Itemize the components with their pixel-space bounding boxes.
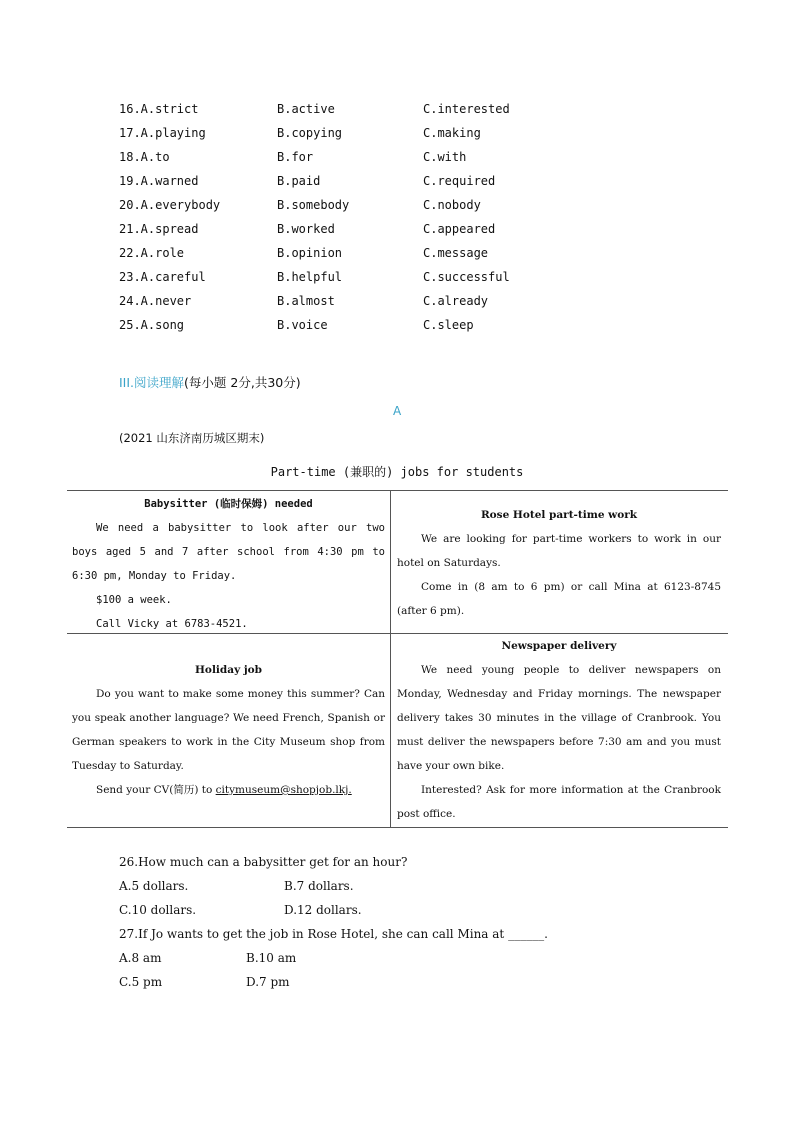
q27-option-a[interactable]: A.8 am bbox=[119, 951, 162, 965]
question-27-options-row1 bbox=[119, 946, 679, 970]
option-b: B.somebody bbox=[277, 198, 350, 212]
option-b: B.for bbox=[277, 150, 314, 164]
hotel-body: We are looking for part-time workers to work in our hotel on Saturdays. bbox=[397, 533, 721, 569]
option-c: C.with bbox=[423, 150, 467, 164]
option-c: C.interested bbox=[423, 102, 510, 116]
section-label: III.阅读理解 bbox=[119, 375, 185, 390]
option-row bbox=[119, 269, 579, 293]
q27-option-c[interactable]: C.5 pm bbox=[119, 975, 163, 989]
option-c: C.required bbox=[423, 174, 496, 188]
option-a: 19.A.warned bbox=[119, 174, 199, 188]
option-b: B.almost bbox=[277, 294, 335, 308]
newspaper-contact: Interested? Ask for more information at the Cranbrook post office. bbox=[397, 784, 721, 820]
option-a: 21.A.spread bbox=[119, 222, 199, 236]
option-b: B.voice bbox=[277, 318, 328, 332]
babysitter-body: We need a babysitter to look after our two boys aged 5 and 7 after school from 4:30 pm to 6:30 pm, Monday to Friday. bbox=[72, 522, 385, 582]
option-a: 22.A.role bbox=[119, 246, 185, 260]
option-b: B.helpful bbox=[277, 270, 343, 284]
q27-option-b[interactable]: B.10 am bbox=[246, 951, 297, 965]
newspaper-title: Newspaper delivery bbox=[501, 640, 617, 652]
option-c: C.successful bbox=[423, 270, 510, 284]
option-a: 25.A.song bbox=[119, 318, 185, 332]
q26-option-d[interactable]: D.12 dollars. bbox=[284, 903, 362, 917]
hotel-title: Rose Hotel part-time work bbox=[480, 509, 638, 521]
q26-option-b[interactable]: B.7 dollars. bbox=[284, 879, 354, 893]
option-b: B.active bbox=[277, 102, 335, 116]
option-a: 17.A.playing bbox=[119, 126, 206, 140]
jobs-table bbox=[67, 490, 728, 828]
holiday-cv-text: Send your CV(简历) to bbox=[96, 784, 213, 796]
option-c: C.message bbox=[423, 246, 489, 260]
babysitter-title: Babysitter (临时保姆) needed bbox=[144, 498, 313, 510]
q27-option-d[interactable]: D.7 pm bbox=[246, 975, 290, 989]
option-c: C.sleep bbox=[423, 318, 474, 332]
hotel-ad bbox=[397, 503, 721, 623]
jobs-title: Part-time (兼职的) jobs for students bbox=[270, 465, 524, 479]
q26-option-c[interactable]: C.10 dollars. bbox=[119, 903, 197, 917]
babysitter-pay: $100 a week. bbox=[96, 594, 172, 606]
q26-option-a[interactable]: A.5 dollars. bbox=[119, 879, 189, 893]
option-a: 24.A.never bbox=[119, 294, 192, 308]
passage-source: (2021 山东济南历城区期末) bbox=[119, 431, 265, 445]
holiday-email-link[interactable]: citymuseum@shopjob.lkj. bbox=[215, 784, 352, 796]
question-27-stem: 27.If Jo wants to get the job in Rose Hotel, she can call Mina at ______. bbox=[119, 927, 548, 941]
option-row bbox=[119, 197, 579, 221]
option-a: 18.A.to bbox=[119, 150, 170, 164]
newspaper-body: We need young people to deliver newspapers on Monday, Wednesday and Friday mornings. The newspaper delivery takes 30 minutes in the village of Cranbrook. You must deliver the newspapers before 7:30 am and you must have your own bike. bbox=[397, 664, 721, 772]
option-row bbox=[119, 101, 579, 125]
questions bbox=[119, 850, 679, 994]
option-row bbox=[119, 149, 579, 173]
newspaper-ad bbox=[397, 634, 721, 826]
option-c: C.nobody bbox=[423, 198, 481, 212]
option-c: C.making bbox=[423, 126, 481, 140]
option-b: B.worked bbox=[277, 222, 335, 236]
holiday-body: Do you want to make some money this summer? Can you speak another language? We need French, Spanish or German speakers to work in the City Museum shop from Tuesday to Saturday. bbox=[72, 688, 385, 772]
question-26-options-row1 bbox=[119, 874, 679, 898]
option-c: C.appeared bbox=[423, 222, 496, 236]
question-26-stem: 26.How much can a babysitter get for an hour? bbox=[119, 855, 408, 869]
holiday-title: Holiday job bbox=[195, 664, 262, 676]
question-27-options-row2 bbox=[119, 970, 679, 994]
table-divider-vertical bbox=[390, 491, 391, 827]
section-heading bbox=[119, 373, 301, 391]
babysitter-contact: Call Vicky at 6783-4521. bbox=[96, 618, 248, 630]
option-b: B.opinion bbox=[277, 246, 343, 260]
option-row bbox=[119, 221, 579, 245]
option-row bbox=[119, 245, 579, 269]
holiday-ad bbox=[72, 658, 385, 802]
option-b: B.paid bbox=[277, 174, 321, 188]
option-a: 20.A.everybody bbox=[119, 198, 221, 212]
options-list bbox=[119, 101, 579, 341]
option-row bbox=[119, 317, 579, 341]
option-a: 23.A.careful bbox=[119, 270, 206, 284]
section-note: (每小题 2分,共30分) bbox=[184, 375, 301, 390]
hotel-contact: Come in (8 am to 6 pm) or call Mina at 6123-8745 (after 6 pm). bbox=[397, 581, 721, 617]
passage-letter: A bbox=[393, 404, 402, 418]
option-row bbox=[119, 125, 579, 149]
option-row bbox=[119, 293, 579, 317]
option-b: B.copying bbox=[277, 126, 343, 140]
babysitter-ad bbox=[72, 492, 385, 636]
holiday-cv bbox=[72, 778, 385, 802]
option-a: 16.A.strict bbox=[119, 102, 199, 116]
option-row bbox=[119, 173, 579, 197]
question-26-options-row2 bbox=[119, 898, 679, 922]
option-c: C.already bbox=[423, 294, 489, 308]
